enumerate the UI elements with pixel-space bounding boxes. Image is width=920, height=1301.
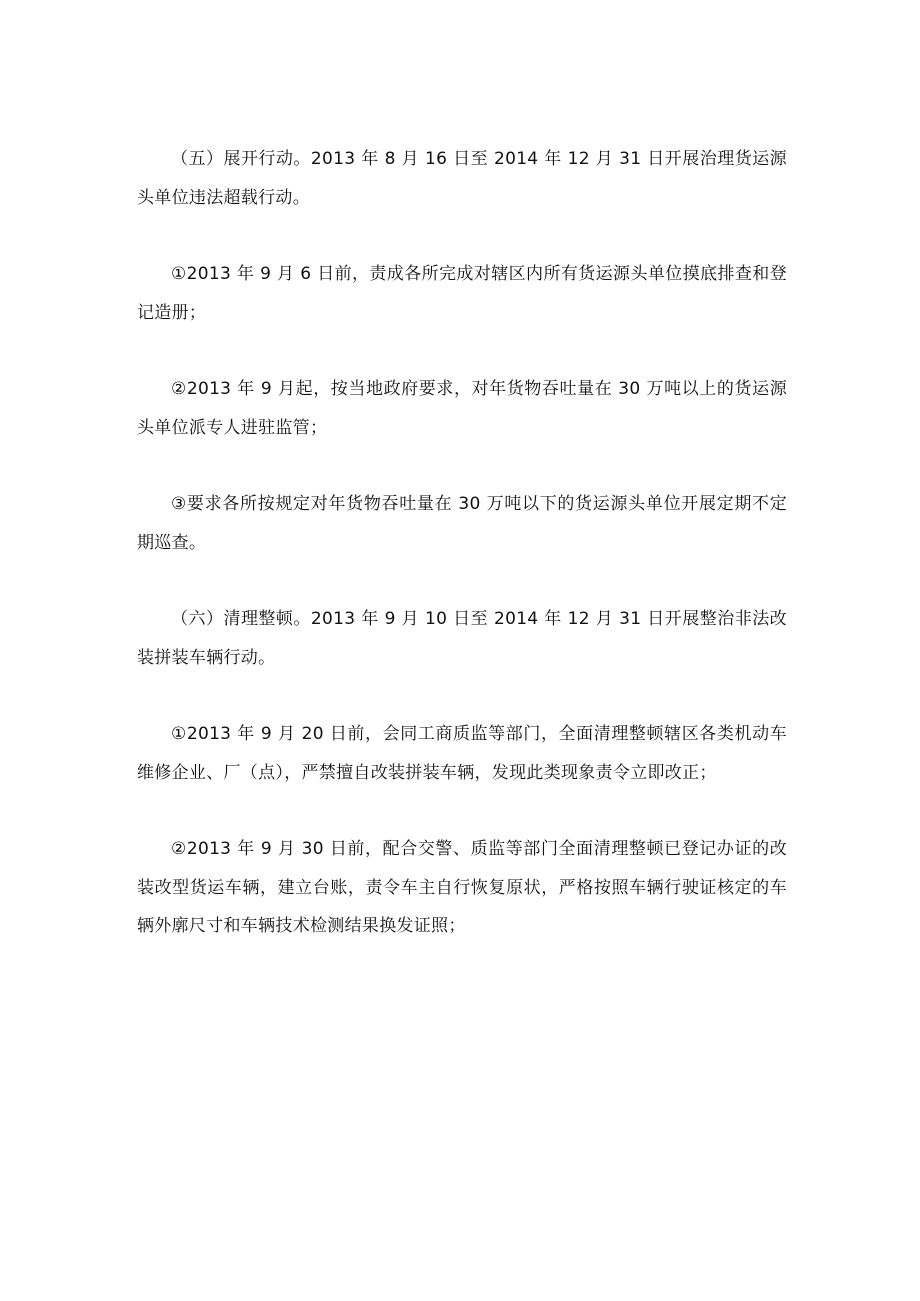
paragraph-item-1-b: ①2013 年 9 月 20 日前，会同工商质监等部门，全面清理整顿辖区各类机动车维修企业、厂（点），严禁擅自改装拼装车辆，发现此类现象责令立即改正； bbox=[137, 724, 787, 783]
document-body bbox=[137, 140, 787, 984]
paragraph-section-five: （五）展开行动。2013 年 8 月 16 日至 2014 年 12 月 31 日开展治理货运源头单位违法超载行动。 bbox=[137, 149, 787, 208]
paragraph-item-3: ③要求各所按规定对年货物吞吐量在 30 万吨以下的货运源头单位开展定期不定期巡查。 bbox=[137, 494, 787, 553]
paragraph-item-2-b: ②2013 年 9 月 30 日前，配合交警、质监等部门全面清理整顿已登记办证的改装改型货运车辆，建立台账，责令车主自行恢复原状，严格按照车辆行驶证核定的车辆外廓尺寸和车辆技术检测结果换发证照； bbox=[137, 839, 787, 936]
paragraph-section-six: （六）清理整顿。2013 年 9 月 10 日至 2014 年 12 月 31 日开展整治非法改装拼装车辆行动。 bbox=[137, 609, 787, 668]
paragraph-item-1: ①2013 年 9 月 6 日前，责成各所完成对辖区内所有货运源头单位摸底排查和登记造册； bbox=[137, 264, 787, 323]
paragraph-item-2: ②2013 年 9 月起，按当地政府要求，对年货物吞吐量在 30 万吨以上的货运源头单位派专人进驻监管； bbox=[137, 379, 787, 438]
